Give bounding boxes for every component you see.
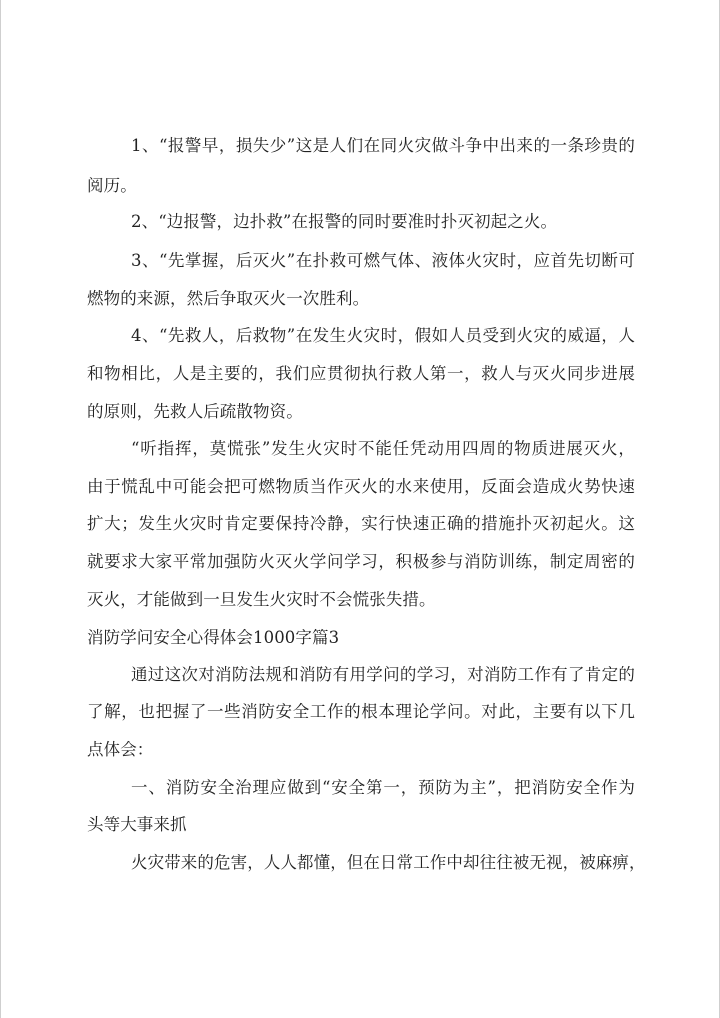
paragraph-1-line-2: 阅历。: [87, 176, 137, 195]
paragraph-5-line-3: 扩大；发生火灾时肯定要保持冷静，实行快速正确的措施扑灭初起火。这: [87, 514, 635, 533]
paragraph-6-line-1: 通过这次对消防法规和消防有用学问的学习，对消防工作有了肯定的: [131, 665, 635, 684]
paragraph-5-line-1: “听指挥，莫慌张”发生火灾时不能任凭动用四周的物质进展灭火，: [131, 439, 635, 458]
paragraph-3-line-1: 3、“先掌握，后灭火”在扑救可燃气体、液体火灾时，应首先切断可: [131, 251, 635, 270]
paragraph-6-line-2: 了解，也把握了一些消防安全工作的根本理论学问。对此，主要有以下几: [87, 702, 635, 721]
paragraph-5-line-5: 灭火，才能做到一旦发生火灾时不会慌张失措。: [87, 590, 436, 609]
paragraph-5-line-4: 就要求大家平常加强防火灭火学问学习，积极参与消防训练，制定周密的: [87, 552, 635, 571]
paragraph-4-line-2: 和物相比，人是主要的，我们应贯彻执行救人第一，救人与灭火同步进展: [87, 364, 635, 383]
paragraph-5-line-2: 由于慌乱中可能会把可燃物质当作灭火的水来使用，反面会造成火势快速: [87, 477, 635, 496]
section-heading: 消防学问安全心得体会1000字篇3: [87, 628, 340, 647]
paragraph-7-line-1: 火灾带来的危害，人人都懂，但在日常工作中却往往被无视，被麻痹，: [131, 853, 646, 872]
subheading-line-1: 一、消防安全治理应做到“安全第一，预防为主”，把消防安全作为: [131, 778, 635, 797]
paragraph-4-line-1: 4、“先救人，后救物”在发生火灾时，假如人员受到火灾的威逼，人: [131, 326, 635, 345]
paragraph-3-line-2: 燃物的来源，然后争取灭火一次胜利。: [87, 289, 370, 308]
paragraph-6-line-3: 点体会：: [87, 740, 154, 759]
subheading-line-2: 头等大事来抓: [87, 815, 187, 834]
paragraph-1-line-1: 1、“报警早，损失少”这是人们在同火灾做斗争中出来的一条珍贵的: [131, 136, 635, 155]
paragraph-4-line-3: 的原则，先救人后疏散物资。: [87, 402, 303, 421]
paragraph-2-line-1: 2、“边报警，边扑救”在报警的同时要准时扑灭初起之火。: [131, 212, 558, 231]
